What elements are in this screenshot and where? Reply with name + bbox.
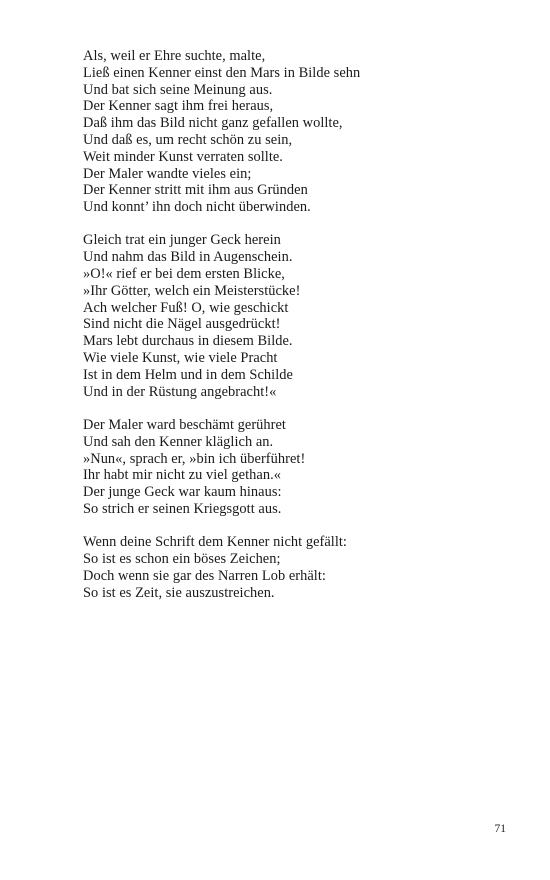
page-number: 71 [494, 823, 506, 835]
poem-line: Der Kenner stritt mit ihm aus Gründen [83, 182, 308, 199]
poem-line: Daß ihm das Bild nicht ganz gefallen wollte, [83, 115, 343, 132]
poem-line: Wenn deine Schrift dem Kenner nicht gefällt: [83, 534, 347, 551]
poem-line: Der junge Geck war kaum hinaus: [83, 484, 282, 501]
poem-line: Als, weil er Ehre suchte, malte, [83, 48, 266, 64]
poem-line: Mars lebt durchaus in diesem Bilde. [83, 333, 293, 350]
poem-line: Ihr habt mir nicht zu viel gethan.« [83, 467, 281, 484]
poem-line: »Ihr Götter, welch ein Meisterstücke! [83, 282, 301, 299]
poem-line: Gleich trat ein junger Geck herein [83, 232, 281, 249]
poem-line: »O!« rief er bei dem ersten Blicke, [83, 266, 285, 283]
poem-line: Und nahm das Bild in Augenschein. [83, 249, 293, 266]
poem-line: Doch wenn sie gar des Narren Lob erhält: [83, 567, 326, 584]
poem-line: Und in der Rüstung angebracht!« [83, 383, 277, 400]
poem-line: Und daß es, um recht schön zu sein, [83, 131, 293, 148]
poem-line: Ach welcher Fuß! O, wie geschickt [83, 299, 289, 316]
stanza-3 [83, 417, 503, 518]
poem-text [83, 48, 503, 618]
stanza-4 [83, 534, 503, 601]
poem-line: So ist es Zeit, sie auszustreichen. [83, 584, 275, 601]
poem-line: Weit minder Kunst verraten sollte. [83, 148, 283, 165]
poem-line: Und sah den Kenner kläglich an. [83, 433, 274, 450]
poem-line: Der Maler ward beschämt gerühret [83, 416, 286, 433]
poem-line: Und konnt’ ihn doch nicht überwinden. [83, 199, 311, 216]
poem-line: »Nun«, sprach er, »bin ich überführet! [83, 450, 306, 467]
poem-line: So strich er seinen Kriegsgott aus. [83, 500, 282, 517]
stanza-2 [83, 232, 503, 400]
stanza-1 [83, 48, 503, 216]
poem-line: Ist in dem Helm und in dem Schilde [83, 366, 293, 383]
poem-line: Wie viele Kunst, wie viele Pracht [83, 350, 278, 367]
poem-line: Ließ einen Kenner einst den Mars in Bilde sehn [83, 64, 361, 81]
poem-line: Sind nicht die Nägel ausgedrückt! [83, 316, 281, 333]
poem-line: Der Kenner sagt ihm frei heraus, [83, 98, 274, 115]
poem-line: Und bat sich seine Meinung aus. [83, 81, 273, 98]
poem-line: So ist es schon ein böses Zeichen; [83, 551, 281, 568]
poem-line: Der Maler wandte vieles ein; [83, 165, 252, 182]
